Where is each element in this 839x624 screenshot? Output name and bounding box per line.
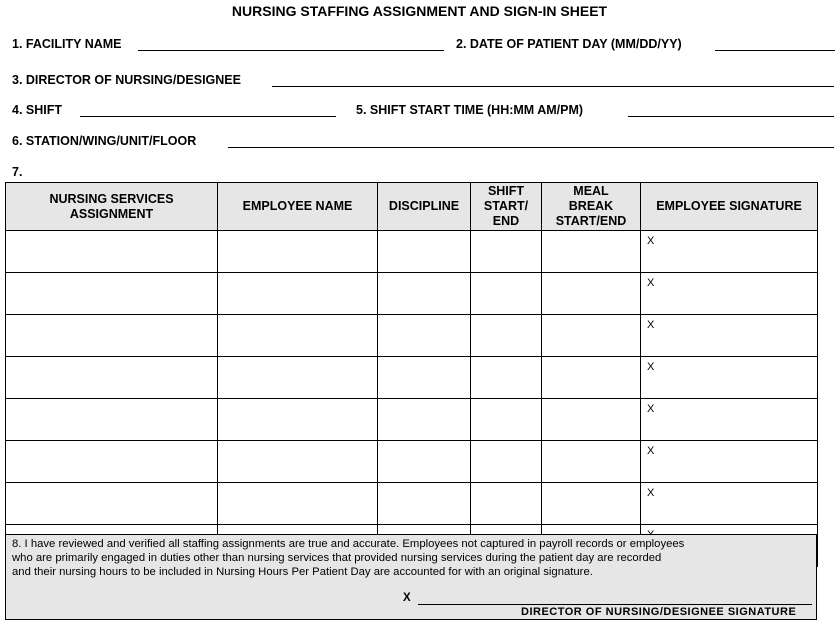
assignment-cell[interactable] bbox=[6, 357, 218, 399]
signature-cell[interactable]: X bbox=[641, 315, 818, 357]
shift-header-line-1: SHIFT bbox=[487, 184, 525, 198]
assignment-cell[interactable] bbox=[6, 315, 218, 357]
employee-name-cell[interactable] bbox=[218, 315, 378, 357]
meal-break-cell[interactable] bbox=[542, 483, 641, 525]
employee-name-cell[interactable] bbox=[218, 357, 378, 399]
date-label: 2. DATE OF PATIENT DAY (MM/DD/YY) bbox=[456, 37, 682, 51]
shift-cell[interactable] bbox=[471, 231, 542, 273]
shift-cell[interactable] bbox=[471, 357, 542, 399]
table-row bbox=[6, 441, 818, 483]
attestation-line-2: who are primarily engaged in duties other than nursing services that provided nursing services during the patient day are recorded bbox=[12, 552, 662, 564]
shift-field[interactable] bbox=[80, 116, 336, 117]
assignment-cell[interactable] bbox=[6, 399, 218, 441]
meal-break-cell[interactable] bbox=[542, 315, 641, 357]
employee-name-cell[interactable] bbox=[218, 399, 378, 441]
attestation-line-1: 8. I have reviewed and verified all staffing assignments are true and accurate. Employees not captured in payroll records or employees bbox=[12, 538, 685, 550]
discipline-cell[interactable] bbox=[378, 273, 471, 315]
assignment-cell[interactable] bbox=[6, 231, 218, 273]
item-7-label: 7. bbox=[12, 165, 23, 179]
director-signature-caption: DIRECTOR OF NURSING/DESIGNEE SIGNATURE bbox=[521, 606, 797, 618]
director-field[interactable] bbox=[272, 86, 834, 87]
meal-break-header bbox=[542, 183, 641, 231]
discipline-header: DISCIPLINE bbox=[378, 183, 471, 231]
director-sign-mark: X bbox=[403, 592, 411, 604]
meal-break-cell[interactable] bbox=[542, 273, 641, 315]
facility-name-field[interactable] bbox=[138, 50, 444, 51]
meal-header-line-3: START/END bbox=[555, 214, 627, 228]
signature-cell[interactable]: X bbox=[641, 357, 818, 399]
signature-cell[interactable]: X bbox=[641, 231, 818, 273]
director-signature-field[interactable] bbox=[418, 604, 812, 605]
shift-start-field[interactable] bbox=[628, 116, 834, 117]
assignment-cell[interactable] bbox=[6, 483, 218, 525]
employee-name-cell[interactable] bbox=[218, 231, 378, 273]
shift-cell[interactable] bbox=[471, 399, 542, 441]
assignment-cell[interactable] bbox=[6, 441, 218, 483]
table-row bbox=[6, 483, 818, 525]
attestation-line-3: and their nursing hours to be included in Nursing Hours Per Patient Day are accounted for with an original signature. bbox=[12, 566, 593, 578]
discipline-cell[interactable] bbox=[378, 357, 471, 399]
station-label: 6. STATION/WING/UNIT/FLOOR bbox=[12, 134, 197, 148]
signature-cell[interactable]: X bbox=[641, 483, 818, 525]
shift-header-line-2: START/ bbox=[483, 199, 529, 213]
assignment-header-line-1: NURSING SERVICES bbox=[49, 191, 174, 206]
station-field[interactable] bbox=[228, 147, 834, 148]
meal-break-cell[interactable] bbox=[542, 231, 641, 273]
attestation-text bbox=[12, 537, 812, 579]
table-row bbox=[6, 357, 818, 399]
signature-cell[interactable]: X bbox=[641, 441, 818, 483]
discipline-cell[interactable] bbox=[378, 399, 471, 441]
form-title: NURSING STAFFING ASSIGNMENT AND SIGN-IN SHEET bbox=[231, 3, 608, 19]
shift-header-line-3: END bbox=[492, 214, 520, 228]
table-row bbox=[6, 315, 818, 357]
date-field[interactable] bbox=[715, 50, 835, 51]
table-row bbox=[6, 231, 818, 273]
signature-cell[interactable]: X bbox=[641, 273, 818, 315]
meal-break-cell[interactable] bbox=[542, 441, 641, 483]
staffing-table bbox=[5, 182, 818, 567]
employee-name-cell[interactable] bbox=[218, 441, 378, 483]
meal-break-cell[interactable] bbox=[542, 399, 641, 441]
employee-name-header: EMPLOYEE NAME bbox=[218, 183, 378, 231]
meal-break-cell[interactable] bbox=[542, 357, 641, 399]
shift-cell[interactable] bbox=[471, 441, 542, 483]
signature-cell[interactable]: X bbox=[641, 399, 818, 441]
meal-header-line-2: BREAK bbox=[568, 199, 614, 213]
shift-start-label: 5. SHIFT START TIME (HH:MM AM/PM) bbox=[356, 103, 584, 117]
table-header-row bbox=[6, 183, 818, 231]
discipline-cell[interactable] bbox=[378, 441, 471, 483]
signature-header: EMPLOYEE SIGNATURE bbox=[641, 183, 818, 231]
shift-cell[interactable] bbox=[471, 273, 542, 315]
director-label: 3. DIRECTOR OF NURSING/DESIGNEE bbox=[12, 73, 241, 87]
facility-name-label: 1. FACILITY NAME bbox=[12, 37, 122, 51]
shift-cell[interactable] bbox=[471, 315, 542, 357]
attestation-box bbox=[5, 534, 817, 620]
shift-header bbox=[471, 183, 542, 231]
shift-cell[interactable] bbox=[471, 483, 542, 525]
assignment-header-line-2: ASSIGNMENT bbox=[69, 206, 154, 221]
assignment-cell[interactable] bbox=[6, 273, 218, 315]
assignment-header bbox=[6, 183, 218, 231]
employee-name-cell[interactable] bbox=[218, 483, 378, 525]
discipline-cell[interactable] bbox=[378, 315, 471, 357]
discipline-cell[interactable] bbox=[378, 483, 471, 525]
table-row bbox=[6, 399, 818, 441]
table-row bbox=[6, 273, 818, 315]
discipline-cell[interactable] bbox=[378, 231, 471, 273]
shift-label: 4. SHIFT bbox=[12, 103, 63, 117]
employee-name-cell[interactable] bbox=[218, 273, 378, 315]
meal-header-line-1: MEAL bbox=[573, 184, 609, 198]
